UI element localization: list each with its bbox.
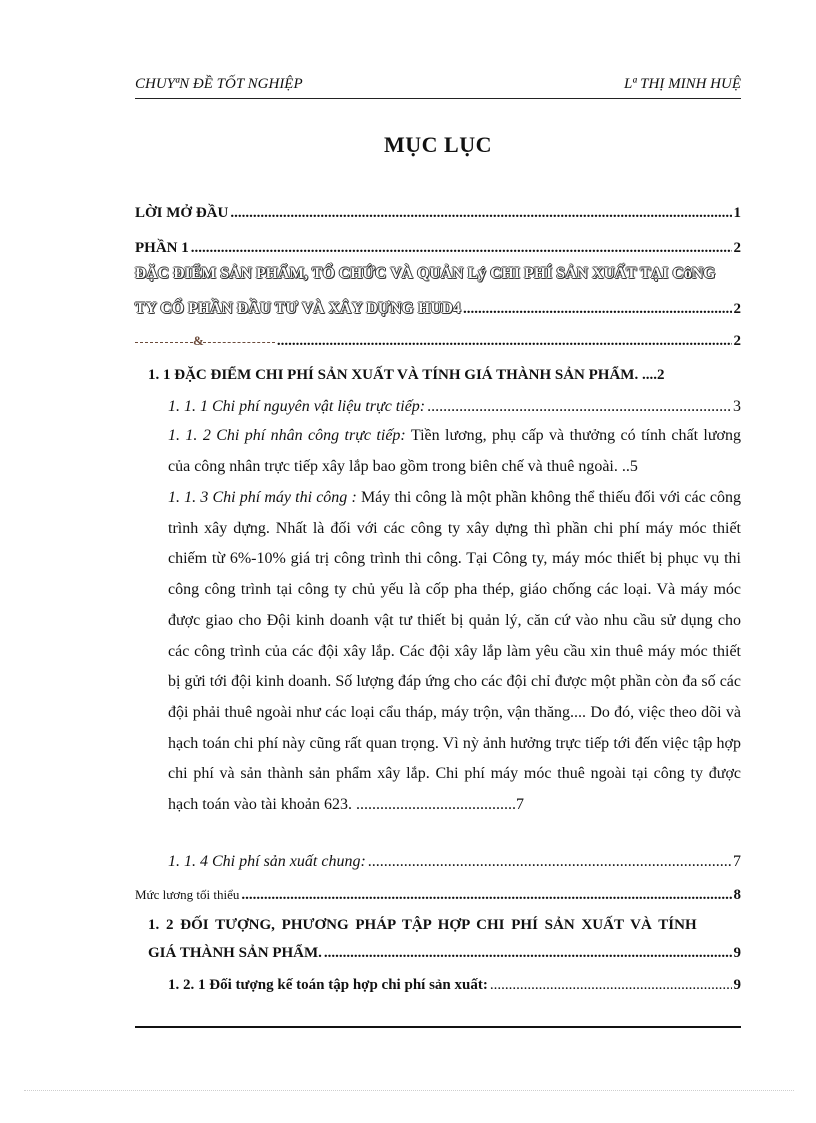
toc-entry-1-2-line1[interactable] bbox=[148, 917, 741, 934]
leader-dots bbox=[427, 398, 731, 416]
toc-page-number: 3 bbox=[733, 398, 741, 415]
page-edge-dotted-line bbox=[24, 1090, 794, 1091]
toc-entry-label: 1. 2 ĐỐI TƯỢNG, PHƯƠNG PHÁP TẬP HỢP CHI PHÍ SẢN XUẤT VÀ TÍNH bbox=[148, 917, 697, 933]
toc-entry-part1-title-line2[interactable] bbox=[135, 300, 741, 318]
toc-entry-ornament[interactable] bbox=[135, 333, 741, 350]
toc-entry-min-wage[interactable] bbox=[135, 887, 741, 904]
toc-entry-1-1-4[interactable] bbox=[168, 853, 741, 871]
toc-entry-1-2-1[interactable] bbox=[168, 977, 741, 994]
header-right-text: Lª THỊ MINH HUỆ bbox=[623, 76, 741, 92]
toc-page-number: 1 bbox=[733, 205, 741, 221]
ornament-glyph: & bbox=[193, 333, 203, 348]
toc-page-number: 2 bbox=[733, 240, 741, 256]
leader-dots bbox=[230, 205, 731, 222]
toc-page-number: 7 bbox=[515, 796, 524, 814]
toc-entry-label: GIÁ THÀNH SẢN PHẨM. bbox=[148, 945, 322, 961]
toc-entry-1-1-2[interactable]: 1. 1. 2 Chi phí nhân công trực tiếp: Tiền lương, phụ cấp và thưởng có tính chất lương của công nhân trực tiếp xây lắp bao gồm trong biên chế và thuê ngoài. ..5 bbox=[168, 427, 742, 475]
leader-dots bbox=[490, 977, 732, 994]
toc-entry-label: Mức lương tối thiểu bbox=[135, 887, 240, 902]
toc-page-number: 9 bbox=[733, 945, 741, 961]
toc-entry-label: 1. 1. 1 Chi phí nguyên vật liệu trực tiếp: bbox=[168, 398, 426, 415]
toc-page-number: 2 bbox=[733, 301, 741, 317]
toc-entry-intro[interactable] bbox=[135, 205, 741, 222]
toc-page-number: 2 bbox=[656, 367, 665, 383]
toc-entry-part1-title-line1[interactable] bbox=[135, 265, 741, 283]
toc-page-number: 9 bbox=[733, 977, 741, 993]
toc-entry-title: 1. 1. 3 Chi phí máy thi công : bbox=[168, 489, 357, 506]
leader-dots bbox=[277, 333, 732, 350]
toc-entry-label: 1. 1 ĐẶC ĐIỂM CHI PHÍ SẢN XUẤT VÀ TÍNH GIÁ THÀNH SẢN PHẨM. .... bbox=[148, 367, 657, 383]
leader-dots bbox=[368, 853, 731, 871]
toc-page-number: 8 bbox=[733, 887, 741, 903]
page-title: MỤC LỤC bbox=[384, 132, 492, 157]
toc-entry-text: Tiền lương, phụ cấp và thưởng có tính chất lương của công nhân trực tiếp xây lắp bao gồm trong biên chế và thuê ngoài. bbox=[168, 427, 742, 475]
leader-dots bbox=[241, 887, 731, 904]
leader-dots bbox=[191, 240, 732, 257]
toc-entry-title: 1. 1. 2 Chi phí nhân công trực tiếp: bbox=[168, 427, 406, 444]
ornament-divider-icon bbox=[135, 333, 275, 349]
header-left-text: CHUYªN ĐỀ TỐT NGHIỆP bbox=[135, 76, 303, 92]
toc-entry-label: 1. 2. 1 Đối tượng kế toán tập hợp chi phí sản xuất: bbox=[168, 977, 488, 993]
leader-dots bbox=[324, 945, 732, 962]
toc-page-number: 5 bbox=[629, 457, 638, 475]
page-header bbox=[135, 76, 741, 99]
toc-entry-part1[interactable] bbox=[135, 240, 741, 257]
toc-entry-1-1-1[interactable] bbox=[168, 398, 741, 416]
toc-entry-1-2-line2[interactable] bbox=[148, 945, 741, 962]
toc-entry-label: LỜI MỞ ĐẦU bbox=[135, 205, 229, 221]
footer-divider bbox=[135, 1026, 741, 1028]
toc-page-number: 2 bbox=[733, 333, 741, 349]
toc-entry-1-1-3[interactable]: 1. 1. 3 Chi phí máy thi công : Máy thi công là một phần không thể thiếu đối với các công trình xây dựng. Nhất là đối với các công ty xây dựng thì phần chi phí máy móc thiết chiếm từ 6%-10% giá trị công trình thi công. Tại Công ty, máy móc thiết bị phục vụ thi công công trình tại công ty chủ yếu là cốp pha thép, giáo chống các loại. Và máy móc được giao cho Đội kinh doanh vật tư thiết bị quản lý, căn cứ vào nhu cầu sử dụng cho các công trình của các đội xây lắp. Các đội xây lắp làm yêu cầu xin thuê máy móc thiết bị gửi tới đội kinh doanh. Số lượng đáp ứng cho các đội chỉ được một phần còn đa số các đội phải thuê ngoài như các loại cẩu tháp, máy trộn, vận thăng.... Do đó, việc theo dõi và hạch toán chi phí này cũng rất quan trọng. Vì nỳ ảnh hưởng trực tiếp tới đến việc tập hợp chi phí và sản thành sản phẩm xây lắp. Chi phí máy móc thuê ngoài tại công ty được hạch toán vào tài khoản 623. ........................................7 bbox=[168, 489, 741, 814]
toc-entry-label: TY CỔ PHẦN ĐẦU TƯ VÀ XÂY DỰNG HUD4 bbox=[135, 300, 461, 317]
toc-entry-label: PHẦN 1 bbox=[135, 240, 189, 256]
toc-entry-text: Máy thi công là một phần không thể thiếu đối với các công trình xây dựng. Nhất là đối với các công ty xây dựng thì phần chi phí máy móc thiết chiếm từ 6%-10% giá trị công trình thi công. Tại Công ty, máy móc thiết bị phục vụ thi công công trình tại công ty chủ yếu là cốp pha thép, giáo chống các loại. Và máy móc được giao cho Đội kinh doanh vật tư thiết bị quản lý, căn cứ vào nhu cầu sử dụng cho các công trình của các đội xây lắp. Các đội xây lắp làm yêu cầu xin thuê máy móc thiết bị gửi tới đội kinh doanh. Số lượng đáp ứng cho các đội chỉ được một phần còn đa số các đội phải thuê ngoài như các loại cẩu tháp, máy trộn, vận thăng.... Do đó, việc theo dõi và hạch toán chi phí này cũng rất quan trọng. Vì nỳ ảnh hưởng trực tiếp tới đến việc tập hợp chi phí và sản thành sản phẩm xây lắp. Chi phí máy móc thuê ngoài tại công ty được hạch toán vào tài khoản 623. bbox=[168, 489, 741, 814]
toc-entry-label: ĐẶC ĐIỂM SẢN PHẨM, TỔ CHỨC VÀ QUẢN Lý CHI PHÍ SẢN XUẤT TẠI CôNG bbox=[135, 265, 716, 282]
toc-entry-label: 1. 1. 4 Chi phí sản xuất chung: bbox=[168, 853, 366, 870]
toc-page-number: 7 bbox=[733, 853, 741, 870]
leader-dots bbox=[463, 301, 732, 318]
toc-entry-1-1[interactable] bbox=[148, 367, 741, 384]
